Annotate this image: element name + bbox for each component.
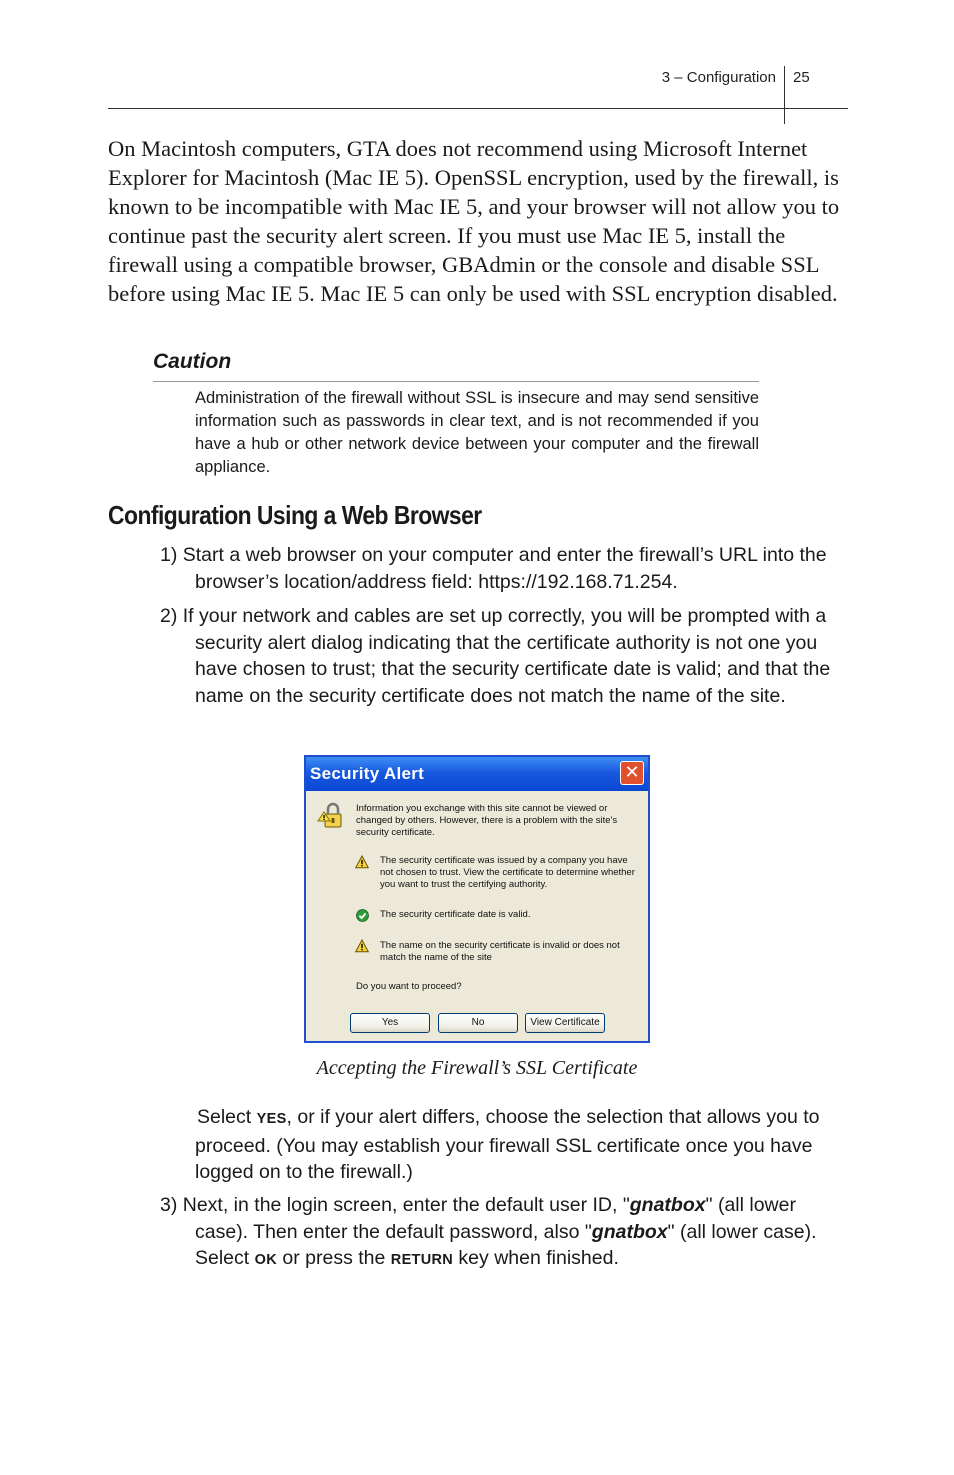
dialog-title: Security Alert	[310, 764, 425, 783]
dialog-question: Do you want to proceed?	[356, 981, 462, 992]
caution-title: Caution	[153, 350, 232, 373]
header-rule	[108, 108, 848, 109]
dialog-item-name-mismatch: The name on the security certificate is invalid or does not match the name of the site	[380, 940, 620, 963]
default-user-id: gnatbox	[629, 1194, 706, 1216]
select-post: , or if your alert differs, choose the selection that allows you to proceed. (You may establish your firewall SSL certificate once you have logged on to the firewall.)	[195, 1106, 820, 1183]
select-paragraph-text	[195, 1104, 855, 1186]
no-button[interactable]: No	[438, 1013, 518, 1033]
default-password: gnatbox	[591, 1220, 668, 1243]
select-pre: Select	[197, 1106, 257, 1128]
intro-paragraph: On Macintosh computers, GTA does not recommend using Microsoft Internet Explorer for Macintosh (Mac IE 5). OpenSSL encryption, used by the firewall, is known to be incompatible with Mac IE 5, and your browser will not allow you to continue past the security alert screen. If you must use Mac IE 5, install the firewall using a compatible browser, GBAdmin or the console and disable SSL before using Mac IE 5. Mac IE 5 can only be used with SSL encryption disabled.	[108, 136, 840, 306]
step-3	[160, 1192, 850, 1274]
step-1-text: 1) Start a web browser on your computer and enter the firewall’s URL into the browser’s location/address field: https://192.168.71.254.	[160, 544, 827, 593]
check-icon	[356, 909, 369, 922]
step-3-part-3: " (all lower case). Select	[195, 1220, 817, 1269]
running-header-chapter: 3 – Configuration	[661, 69, 776, 86]
return-keyword: RETURN	[390, 1252, 454, 1268]
security-alert-dialog	[304, 755, 650, 1043]
step-3-part-1: 3) Next, in the login screen, enter the default user ID, "	[160, 1194, 630, 1216]
dialog-titlebar	[306, 757, 648, 791]
ok-keyword: OK	[254, 1252, 277, 1268]
step-3-part-2: " (all lower case). Then enter the default password, also "	[195, 1194, 796, 1243]
select-paragraph	[195, 1104, 855, 1186]
dialog-item-date-valid: The security certificate date is valid.	[380, 909, 531, 920]
warning-icon	[355, 939, 369, 953]
step-1	[160, 542, 850, 595]
yes-button[interactable]: Yes	[350, 1013, 430, 1033]
dialog-item-untrusted-issuer: The security certificate was issued by a company you have not chosen to trust. View the certificate to determine whether you want to trust the certifying authority.	[380, 855, 635, 890]
step-2	[160, 603, 850, 709]
step-3-part-5: key when finished.	[453, 1247, 619, 1269]
page-number: 25	[793, 69, 810, 86]
lock-icon	[316, 799, 348, 831]
close-icon[interactable]: ✕	[620, 761, 644, 785]
dialog-info-text: Information you exchange with this site cannot be viewed or changed by others. However, there is a problem with the site's security certificate.	[356, 803, 618, 838]
step-3-part-4: or press the	[276, 1247, 391, 1269]
section-title: Configuration Using a Web Browser	[108, 500, 482, 530]
view-certificate-button[interactable]: View Certificate	[525, 1013, 605, 1033]
caution-rule	[153, 381, 759, 382]
step-2-text: 2) If your network and cables are set up correctly, you will be prompted with a security alert dialog indicating that the certificate authority is not one you have chosen to trust; that the security certificate date is valid; and that the name on the security certificate does not match the name of the site.	[160, 605, 831, 707]
caution-body: Administration of the firewall without SSL is insecure and may send sensitive information such as passwords in clear text, and is not recommended if you have a hub or other network device between your computer and the firewall appliance.	[195, 389, 759, 476]
step-3-text	[160, 1192, 850, 1274]
yes-keyword: YES	[256, 1111, 287, 1127]
warning-icon	[355, 855, 369, 869]
header-divider-vertical	[784, 66, 785, 124]
figure-caption: Accepting the Firewall’s SSL Certificate	[316, 1057, 638, 1079]
